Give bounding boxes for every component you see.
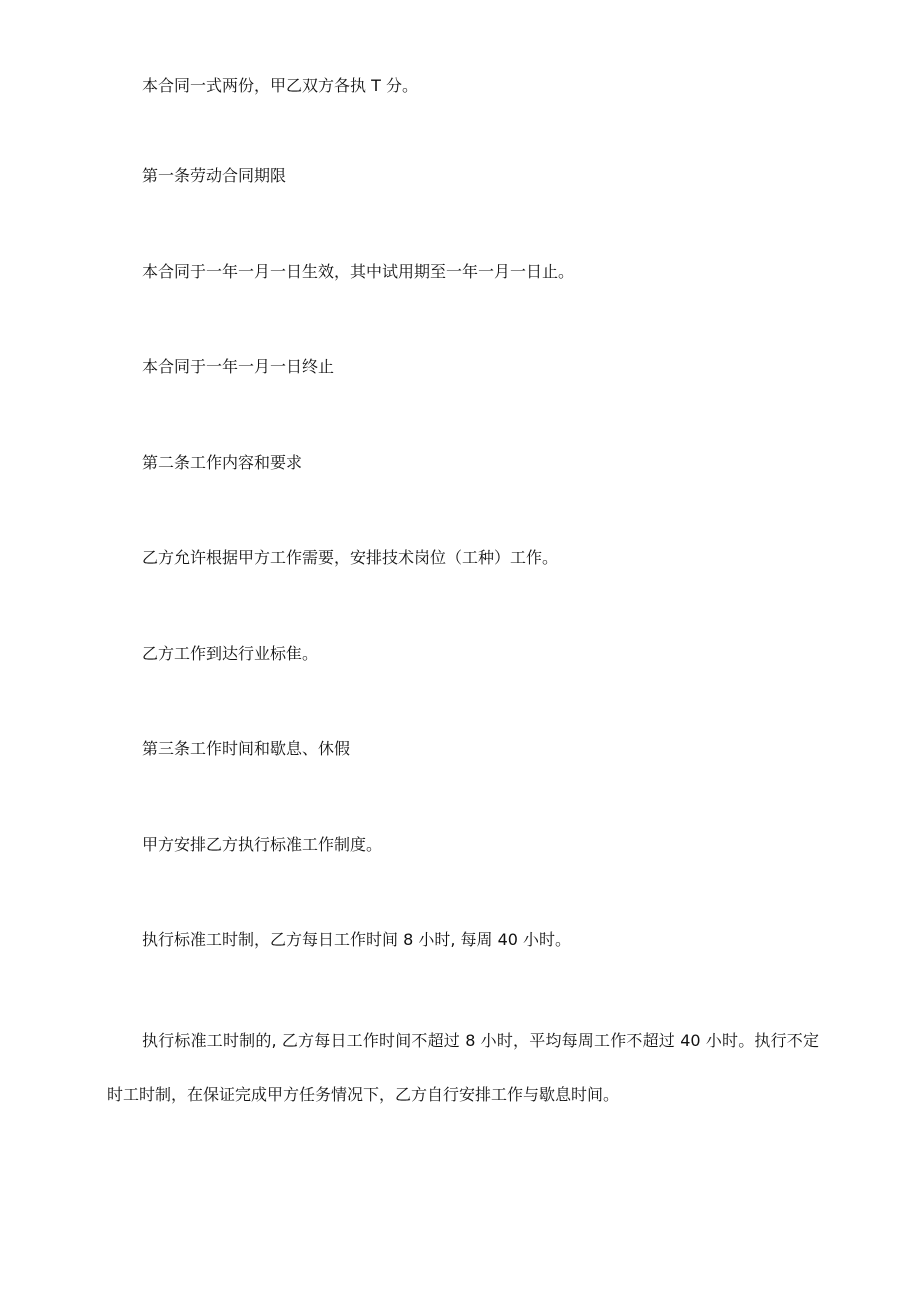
heading-article-1: 第一条劳动合同期限 — [142, 166, 287, 185]
heading-article-2: 第二条工作内容和要求 — [142, 453, 303, 472]
paragraph-work-system: 甲方安排乙方执行标准工作制度。 — [142, 835, 383, 854]
paragraph-copies: 本合同一式两份，甲乙双方各执 T 分。 — [142, 76, 418, 95]
paragraph-flexible-hours: 执行标准工时制的, 乙方每日工作时间不超过 8 小时，平均每周工作不超过 40 小时。执行不定时工时制，在保证完成甲方任务情况下，乙方自行安排工作与歇息时间。 — [107, 1031, 819, 1104]
paragraph-effective-date: 本合同于一年一月一日生效，其中试用期至一年一月一日止。 — [142, 262, 575, 281]
paragraph-industry-standard: 乙方工作到达行业标隹。 — [142, 644, 319, 663]
paragraph-termination-date: 本合同于一年一月一日终止 — [142, 357, 335, 376]
heading-article-3: 第三条工作时间和歇息、休假 — [142, 739, 351, 758]
paragraph-job-assignment: 乙方允许根据甲方工作需要，安排技术岗位（工种）工作。 — [142, 548, 559, 567]
paragraph-standard-hours: 执行标准工时制，乙方每日工作时间 8 小时, 每周 40 小时。 — [142, 930, 572, 949]
